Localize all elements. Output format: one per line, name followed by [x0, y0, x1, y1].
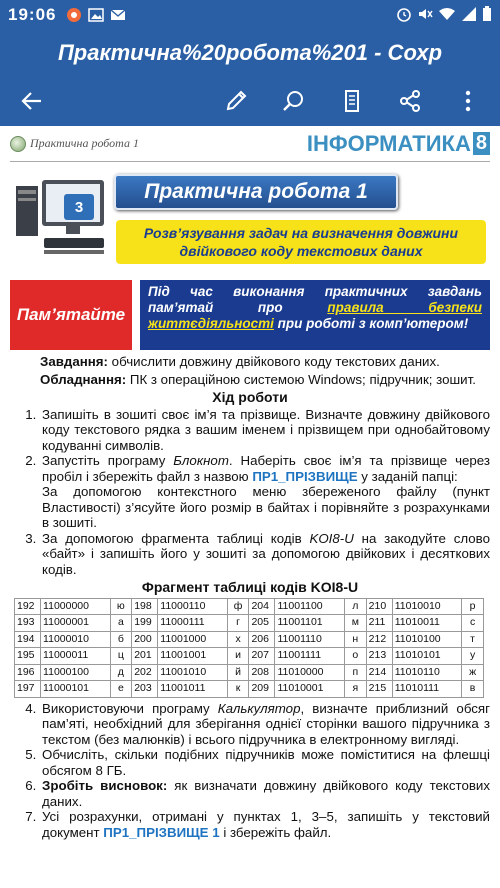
table-cell: 11010010: [392, 598, 461, 615]
remember-text: Під час виконання практичних завдань пам’ятай про правила безпеки життєдіяльності при роботі з комп’ютером!: [140, 280, 490, 350]
table-cell: 211: [366, 615, 392, 632]
document-page: [0, 126, 500, 888]
notification-app-icon: [66, 7, 82, 23]
table-cell: 215: [366, 681, 392, 698]
table-cell: 205: [249, 615, 275, 632]
search-button[interactable]: [276, 83, 312, 119]
header-chapter: Практична робота 1: [30, 136, 139, 150]
table-cell: 11010110: [392, 664, 461, 681]
step-5: 5. Обчисліть, скільки подібних підручників може поміститися на флешці обсягом 8 ГБ.: [40, 747, 490, 778]
table-cell: й: [227, 664, 249, 681]
table-cell: 11001000: [158, 631, 227, 648]
table-cell: 193: [15, 615, 41, 632]
table-cell: у: [462, 648, 484, 665]
table-title: Фрагмент таблиці кодів KOI8-U: [141, 579, 359, 595]
table-cell: 192: [15, 598, 41, 615]
share-icon: [397, 88, 423, 114]
table-cell: я: [344, 681, 366, 698]
table-row: [15, 615, 484, 632]
table-cell: ф: [227, 598, 249, 615]
equipment-line: Обладнання: ПК з операційною системою Windows; підручник; зошит.: [40, 371, 476, 387]
table-cell: 208: [249, 664, 275, 681]
table-cell: 207: [249, 648, 275, 665]
table-cell: 11010101: [392, 648, 461, 665]
table-cell: 212: [366, 631, 392, 648]
table-cell: 201: [132, 648, 158, 665]
table-cell: 196: [15, 664, 41, 681]
disc-icon: [10, 136, 26, 152]
lesson-banner: [10, 168, 490, 278]
table-cell: с: [462, 615, 484, 632]
table-cell: 199: [132, 615, 158, 632]
step-2: 2. Запустіть програму Блокнот. Наберіть своє ім’я та прізвище через пробіл і збережіть файл з назвою ПР1_ПРІЗВИЩЕ у заданій папці: За допомогою контекстного меню збереженого файлу (пункт Властивості) з’ясуйте його розмір в байтах і порівняйте з розрахунками в зошиті.: [40, 453, 490, 531]
table-cell: 11010011: [392, 615, 461, 632]
table-cell: 11001101: [275, 615, 344, 632]
table-cell: в: [462, 681, 484, 698]
edit-button[interactable]: [218, 83, 254, 119]
step-4: 4. Використовуючи програму Калькулятор, визначте приблизний обсяг пам’яті, необхідний для зберігання однієї сторінки вашого підручника з текстом (без малюнків) і всього підручника в електронному вигляді.: [40, 701, 490, 748]
table-cell: 11001010: [158, 664, 227, 681]
table-row: [15, 598, 484, 615]
battery-icon: [482, 6, 492, 25]
table-cell: к: [227, 681, 249, 698]
document-icon: [339, 88, 365, 114]
step-7: 7. Усі розрахунки, отримані у пунктах 1, 3–5, запишіть у текстовий документ ПР1_ПРІЗВИЩЕ 1 і збережіть файл.: [40, 809, 490, 840]
toolbar: [0, 76, 500, 126]
table-cell: ж: [462, 664, 484, 681]
table-cell: 206: [249, 631, 275, 648]
alarm-icon: [396, 6, 412, 25]
wifi-icon: [438, 6, 456, 25]
table-cell: о: [344, 648, 366, 665]
reading-mode-button[interactable]: [334, 83, 370, 119]
table-cell: а: [110, 615, 132, 632]
table-cell: п: [344, 664, 366, 681]
table-cell: б: [110, 631, 132, 648]
table-row: [15, 631, 484, 648]
more-options-button[interactable]: [450, 83, 486, 119]
table-cell: и: [227, 648, 249, 665]
page-header: [10, 126, 490, 162]
steps-list-continued: [10, 701, 490, 841]
table-cell: 213: [366, 648, 392, 665]
table-cell: 11000000: [41, 598, 110, 615]
table-cell: 11010111: [392, 681, 461, 698]
table-cell: 11001100: [275, 598, 344, 615]
table-cell: ц: [110, 648, 132, 665]
table-cell: д: [110, 664, 132, 681]
table-cell: 214: [366, 664, 392, 681]
more-vertical-icon: [455, 88, 481, 114]
table-cell: г: [227, 615, 249, 632]
arrow-left-icon: [19, 88, 45, 114]
table-cell: 11000100: [41, 664, 110, 681]
step-3: 3. За допомогою фрагмента таблиці кодів KOI8-U на закодуйте слово «байт» і запишіть його у зошиті за допомогою двійкових і десяткових кодів.: [40, 531, 490, 578]
table-cell: 11000011: [41, 648, 110, 665]
table-row: [15, 681, 484, 698]
computer-icon: [14, 172, 110, 258]
table-cell: 11001001: [158, 648, 227, 665]
table-cell: 197: [15, 681, 41, 698]
table-cell: л: [344, 598, 366, 615]
table-cell: н: [344, 631, 366, 648]
table-cell: р: [462, 598, 484, 615]
table-row: [15, 648, 484, 665]
table-row: [15, 664, 484, 681]
search-icon: [281, 88, 307, 114]
back-button[interactable]: [14, 83, 50, 119]
safety-reminder: [10, 280, 490, 350]
document-title: Практична%20робота%201 - Сохр: [0, 30, 500, 76]
table-cell: 202: [132, 664, 158, 681]
table-cell: 11001110: [275, 631, 344, 648]
table-cell: 203: [132, 681, 158, 698]
table-cell: 210: [366, 598, 392, 615]
share-button[interactable]: [392, 83, 428, 119]
document-body: [10, 354, 490, 840]
table-cell: ю: [110, 598, 132, 615]
table-cell: 11000110: [158, 598, 227, 615]
brand-logo: ІНФОРМАТИКА 8: [307, 131, 490, 157]
status-bar: [0, 0, 500, 30]
table-cell: т: [462, 631, 484, 648]
table-cell: 198: [132, 598, 158, 615]
mail-icon: [110, 7, 126, 23]
mute-icon: [417, 6, 433, 25]
koi8-table: [14, 598, 484, 698]
table-cell: 204: [249, 598, 275, 615]
table-cell: х: [227, 631, 249, 648]
lesson-number-badge: 3: [64, 194, 94, 220]
status-time: 19:06: [8, 5, 57, 24]
steps-list: [10, 407, 490, 578]
table-cell: 11010001: [275, 681, 344, 698]
lesson-subtitle: Розв’язування задач на визначення довжини двійкового коду текстових даних: [116, 220, 486, 264]
step-1: 1. Запишіть в зошиті своє ім’я та прізвище. Визначте довжину двійкового коду текстового рядка з вашим іменем і прізвищем при однобайтовому кодуванні символів.: [40, 407, 490, 454]
task-line: Завдання: обчислити довжину двійкового коду текстових даних.: [40, 354, 440, 369]
table-cell: е: [110, 681, 132, 698]
table-cell: м: [344, 615, 366, 632]
table-cell: 194: [15, 631, 41, 648]
pencil-icon: [223, 88, 249, 114]
remember-label: Пам’ятайте: [10, 280, 132, 350]
table-cell: 11010000: [275, 664, 344, 681]
table-cell: 11000001: [41, 615, 110, 632]
table-cell: 11000111: [158, 615, 227, 632]
section-title: Хід роботи: [212, 389, 288, 405]
gallery-icon: [88, 7, 104, 23]
table-cell: 200: [132, 631, 158, 648]
table-cell: 11000010: [41, 631, 110, 648]
table-cell: 11010100: [392, 631, 461, 648]
signal-icon: [461, 6, 477, 25]
step-6: 6. Зробіть висновок: як визначати довжину двійкового коду текстових даних.: [40, 778, 490, 809]
table-cell: 195: [15, 648, 41, 665]
table-cell: 11001011: [158, 681, 227, 698]
table-cell: 11001111: [275, 648, 344, 665]
table-cell: 11000101: [41, 681, 110, 698]
table-cell: 209: [249, 681, 275, 698]
lesson-title: Практична робота 1: [114, 174, 398, 210]
